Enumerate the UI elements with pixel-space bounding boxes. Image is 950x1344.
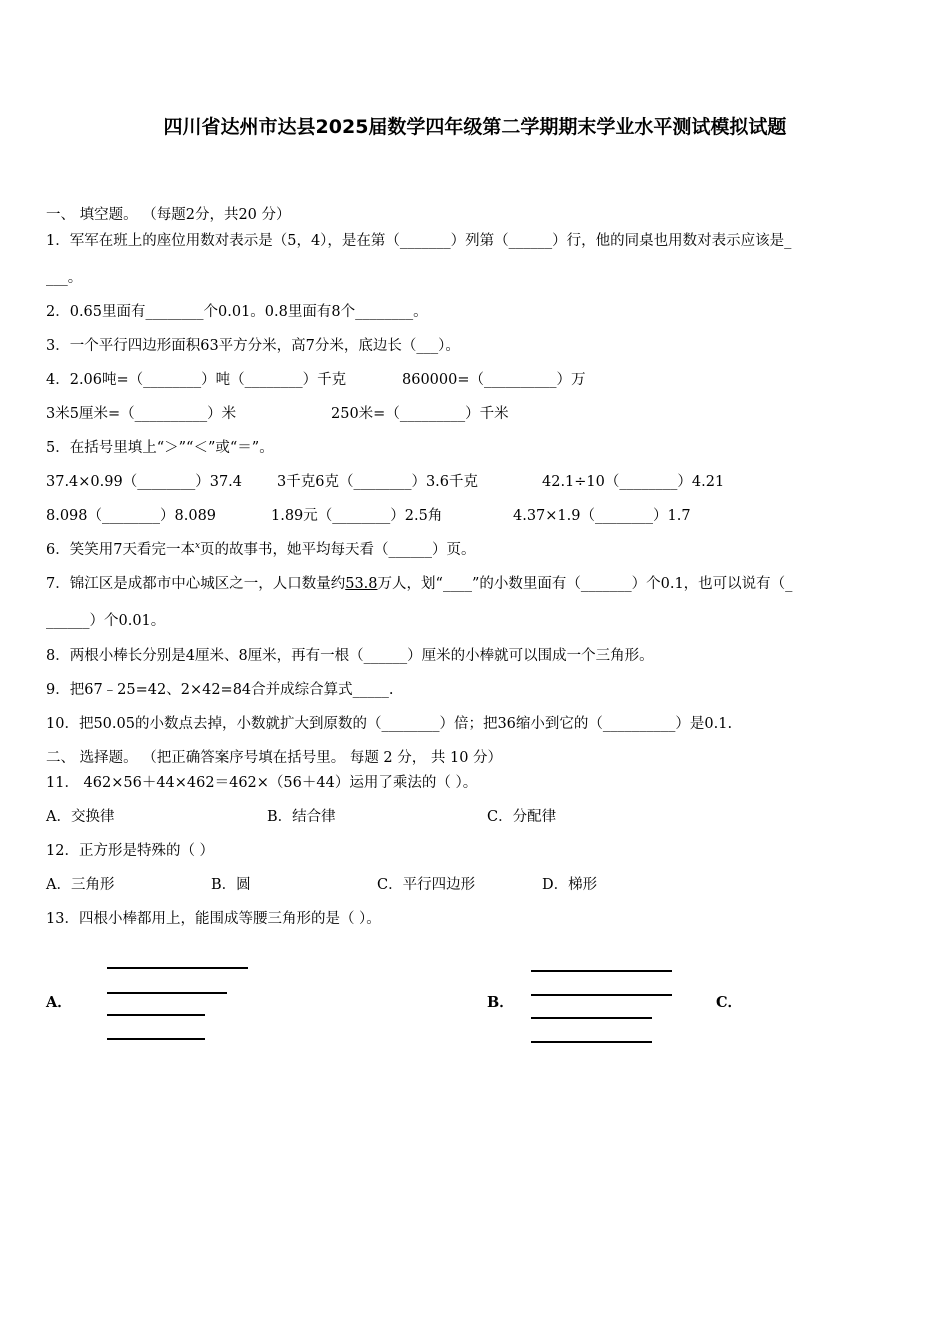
page-title: 四川省达州市达县2025届数学四年级第二学期期末学业水平测试模拟试题 xyxy=(163,116,787,138)
section-1-heading: 一、 填空题。 （每题2分，共20 分） xyxy=(46,207,291,223)
section-2-heading: 二、 选择题。 （把正确答案序号填在括号里。 每题 2 分， 共 10 分） xyxy=(46,750,503,766)
question-7-underlined-number: 53.8 xyxy=(345,576,378,592)
question-12: 12．正方形是特殊的（ ） xyxy=(46,843,215,859)
question-10: 10．把50.05的小数点去掉，小数就扩大到原数的（________）倍；把36缩小到它的（__________）是0.1. xyxy=(46,716,733,732)
stick-a-3 xyxy=(107,1014,205,1016)
question-2: 2．0.65里面有________个0.01。0.8里面有8个________。 xyxy=(46,304,428,320)
option-b-label: B． xyxy=(487,994,514,1011)
option-b: B．圆 xyxy=(211,877,251,893)
option-a-label: A． xyxy=(46,994,72,1011)
option-a: A．三角形 xyxy=(46,877,115,893)
question-5-item-1: 37.4×0.99（________）37.4 xyxy=(46,474,243,490)
question-6-start: 6．笑笑用7天看完一本 xyxy=(46,542,195,558)
stick-a-1 xyxy=(107,967,248,969)
question-6-variable: x xyxy=(194,541,201,552)
question-9: 9．把67﹣25=42、2×42=84合并成综合算式_____. xyxy=(46,682,394,698)
stick-a-4 xyxy=(107,1038,205,1040)
question-7-line-2: ______）个0.01。 xyxy=(46,613,166,629)
option-d: D．梯形 xyxy=(542,877,598,893)
question-5-item-6: 4.37×1.9（________）1.7 xyxy=(513,508,691,524)
question-4-part-2: 860000=（__________）万 xyxy=(402,372,586,388)
option-a: A．交换律 xyxy=(46,809,115,825)
question-8: 8．两根小棒长分别是4厘米、8厘米，再有一根（______）厘米的小棒就可以围成一个三角形。 xyxy=(46,648,654,664)
question-5-item-3: 42.1÷10（________）4.21 xyxy=(542,474,725,490)
question-13: 13．四根小棒都用上，能围成等腰三角形的是（ ）。 xyxy=(46,911,381,927)
question-6 xyxy=(46,538,476,559)
question-1-line-1: 1．军军在班上的座位用数对表示是（5，4），是在第（_______）列第（______）行，他的同桌也用数对表示应该是_ xyxy=(46,233,792,249)
question-4-part-3: 3米5厘米=（__________）米 xyxy=(46,406,237,422)
stick-a-2 xyxy=(107,992,227,994)
option-c: C．平行四边形 xyxy=(377,877,476,893)
stick-b-1 xyxy=(531,970,672,972)
question-7-end: 万人，划“____”的小数里面有（_______）个0.1，也可以说有（_ xyxy=(377,576,793,592)
question-3: 3．一个平行四边形面积63平方分米，高7分米，底边长（___）。 xyxy=(46,338,460,354)
question-7-line-1 xyxy=(46,572,792,593)
option-c-label: C． xyxy=(716,994,743,1011)
option-b: B．结合律 xyxy=(267,809,336,825)
question-7-start: 7．锦江区是成都市中心城区之一，人口数量约 xyxy=(46,576,346,592)
question-5-item-4: 8.098（________）8.089 xyxy=(46,508,217,524)
question-4-part-4: 250米=（_________）千米 xyxy=(331,406,509,422)
option-c: C．分配律 xyxy=(487,809,557,825)
question-1-line-2: ___。 xyxy=(46,270,83,286)
question-11: 11． 462×56＋44×462＝462×（56＋44）运用了乘法的（ ）。 xyxy=(46,775,478,791)
stick-b-2 xyxy=(531,994,672,996)
question-5-item-5: 1.89元（________）2.5角 xyxy=(271,508,443,524)
question-5-item-2: 3千克6克（________）3.6千克 xyxy=(277,474,479,490)
question-6-end: 页的故事书，她平均每天看（______）页。 xyxy=(200,542,476,558)
stick-b-4 xyxy=(531,1041,652,1043)
question-5: 5．在括号里填上“＞”“＜”或“＝”。 xyxy=(46,440,274,456)
stick-b-3 xyxy=(531,1017,652,1019)
question-4-part-1: 4．2.06吨=（________）吨（________）千克 xyxy=(46,372,347,388)
